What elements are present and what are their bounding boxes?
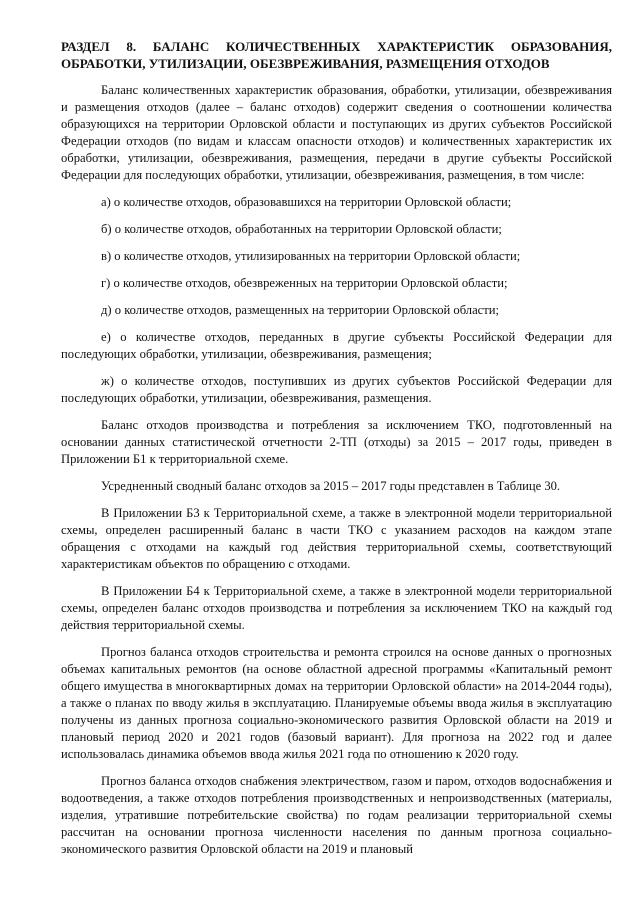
intro-paragraph: Баланс количественных характеристик образования, обработки, утилизации, обезвреживания и размещения отходов (далее – баланс отходов) содержит сведения о соотношении количества образующихся на территории Орловской области и поступающих из других субъектов Российской Федерации отходов (по видам и классам опасности отходов) и количественных характеристик их обработки, утилизации, обезвреживания, размещения, передачи в другие субъекты Российской Федерации для последующих обработки, утилизации, обезвреживания, размещения, в том числе:	[61, 83, 612, 182]
list-item-a: а) о количестве отходов, образовавшихся на территории Орловской области;	[101, 195, 512, 209]
paragraph-appendix-b1: Баланс отходов производства и потребления за исключением ТКО, подготовленный на основании данных статистической отчетности 2-ТП (отходы) за 2015 – 2017 годы, приведен в Приложении Б1 к территориальной схеме.	[61, 418, 612, 466]
list-item-zh: ж) о количестве отходов, поступивших из других субъектов Российской Федерации для последующих обработки, утилизации, обезвреживания, размещения.	[61, 374, 612, 405]
list-item-v: в) о количестве отходов, утилизированных на территории Орловской области;	[101, 249, 521, 263]
list-item-g: г) о количестве отходов, обезвреженных на территории Орловской области;	[101, 276, 508, 290]
paragraph-construction-forecast: Прогноз баланса отходов строительства и ремонта строился на основе данных о прогнозных объемах капитальных ремонтов (на основе областной адресной программы «Капитальный ремонт общего имущества в многоквартирных домах на территории Орловской области» на 2014-2044 годы), а также о планах по вводу жилья в эксплуатацию. Планируемые объемы ввода жилья в эксплуатацию получены из данных прогноза социально-экономического развития Орловской области на 2019 и плановый период 2020 и 2021 годов (базовый вариант). Для прогноза на 2022 год и далее использовалась динамика объемов ввода жилья 2021 года по отношению к 2020 году.	[61, 645, 612, 761]
list-item-e: е) о количестве отходов, переданных в другие субъекты Российской Федерации для последующих обработки, утилизации, обезвреживания, размещения;	[61, 330, 612, 361]
list-item-b: б) о количестве отходов, обработанных на территории Орловской области;	[101, 222, 502, 236]
paragraph-appendix-b3: В Приложении Б3 к Территориальной схеме, а также в электронной модели территориальной схемы, определен расширенный баланс в части ТКО с указанием расходов на каждом этапе обращения с отходами на каждый год действия территориальной схемы, соответствующий характеристикам объектов по обращению с отходами.	[61, 506, 612, 571]
list-item-d: д) о количестве отходов, размещенных на территории Орловской области;	[101, 303, 500, 317]
paragraph-appendix-b4: В Приложении Б4 к Территориальной схеме, а также в электронной модели территориальной схемы, определен баланс отходов производства и потребления за исключением ТКО на каждый год действия территориальной схемы.	[61, 584, 612, 632]
paragraph-utilities-forecast: Прогноз баланса отходов снабжения электричеством, газом и паром, отходов водоснабжения и водоотведения, а также отходов потребления производственных и непроизводственных (материалы, изделия, утратившие потребительские свойства) по годам реализации территориальной схемы рассчитан на основании прогноза численности населения по данным прогноза социально-экономического развития Орловской области на 2019 и плановый	[61, 774, 612, 856]
section-heading: РАЗДЕЛ 8. БАЛАНС КОЛИЧЕСТВЕННЫХ ХАРАКТЕРИСТИК ОБРАЗОВАНИЯ, ОБРАБОТКИ, УТИЛИЗАЦИИ, ОБЕЗВРЕЖИВАНИЯ, РАЗМЕЩЕНИЯ ОТХОДОВ	[61, 39, 612, 71]
paragraph-table-30: Усредненный сводный баланс отходов за 2015 – 2017 годы представлен в Таблице 30.	[101, 479, 561, 493]
